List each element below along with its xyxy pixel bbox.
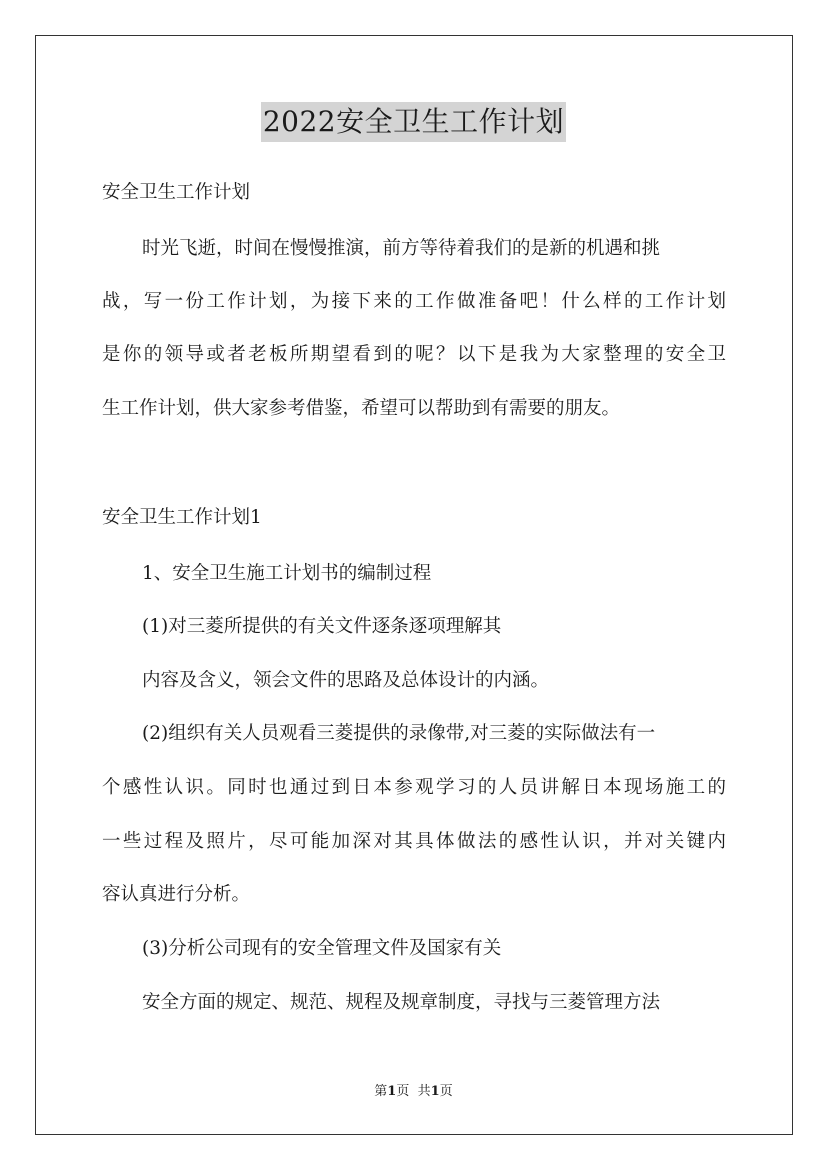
section-heading: 安全卫生工作计划 bbox=[102, 182, 251, 203]
paragraph-line: 内容及含义，领会文件的思路及总体设计的内涵。 bbox=[142, 670, 550, 691]
paragraph-line: 是你的领导或者老板所期望看到的呢？以下是我为大家整理的安全卫 bbox=[102, 344, 726, 365]
document-title: 2022安全卫生工作计划 bbox=[261, 102, 566, 142]
paragraph-line: 时光飞逝，时间在慢慢推演，前方等待着我们的是新的机遇和挑 bbox=[142, 238, 661, 259]
paragraph-line: 生工作计划，供大家参考借鉴，希望可以帮助到有需要的朋友。 bbox=[102, 398, 621, 419]
paragraph-line: (3)分析公司现有的安全管理文件及国家有关 bbox=[142, 938, 502, 959]
paragraph-line: 1、安全卫生施工计划书的编制过程 bbox=[142, 563, 432, 584]
footer-page-number: 1 bbox=[387, 1084, 397, 1099]
title-container bbox=[0, 102, 827, 142]
section-heading: 安全卫生工作计划1 bbox=[102, 507, 262, 528]
paragraph-line: 安全方面的规定、规范、规程及规章制度，寻找与三菱管理方法 bbox=[142, 992, 661, 1013]
footer-prefix: 第 bbox=[374, 1084, 388, 1099]
footer-total-suffix: 页 bbox=[439, 1084, 453, 1099]
paragraph-line: 容认真进行分析。 bbox=[102, 884, 251, 905]
paragraph-line: 个感性认识。同时也通过到日本参观学习的人员讲解日本现场施工的 bbox=[102, 777, 726, 798]
footer-page-suffix: 页 bbox=[396, 1084, 410, 1099]
paragraph-line: 战，写一份工作计划，为接下来的工作做准备吧！什么样的工作计划 bbox=[102, 291, 726, 312]
footer-total-prefix: 共 bbox=[417, 1084, 431, 1099]
page-footer bbox=[0, 1084, 827, 1100]
footer-total-pages: 1 bbox=[430, 1084, 440, 1099]
paragraph-line: (2)组织有关人员观看三菱提供的录像带,对三菱的实际做法有一 bbox=[142, 723, 656, 744]
paragraph-line: 一些过程及照片，尽可能加深对其具体做法的感性认识，并对关键内 bbox=[102, 831, 726, 852]
paragraph-line: (1)对三菱所提供的有关文件逐条逐项理解其 bbox=[142, 616, 502, 637]
